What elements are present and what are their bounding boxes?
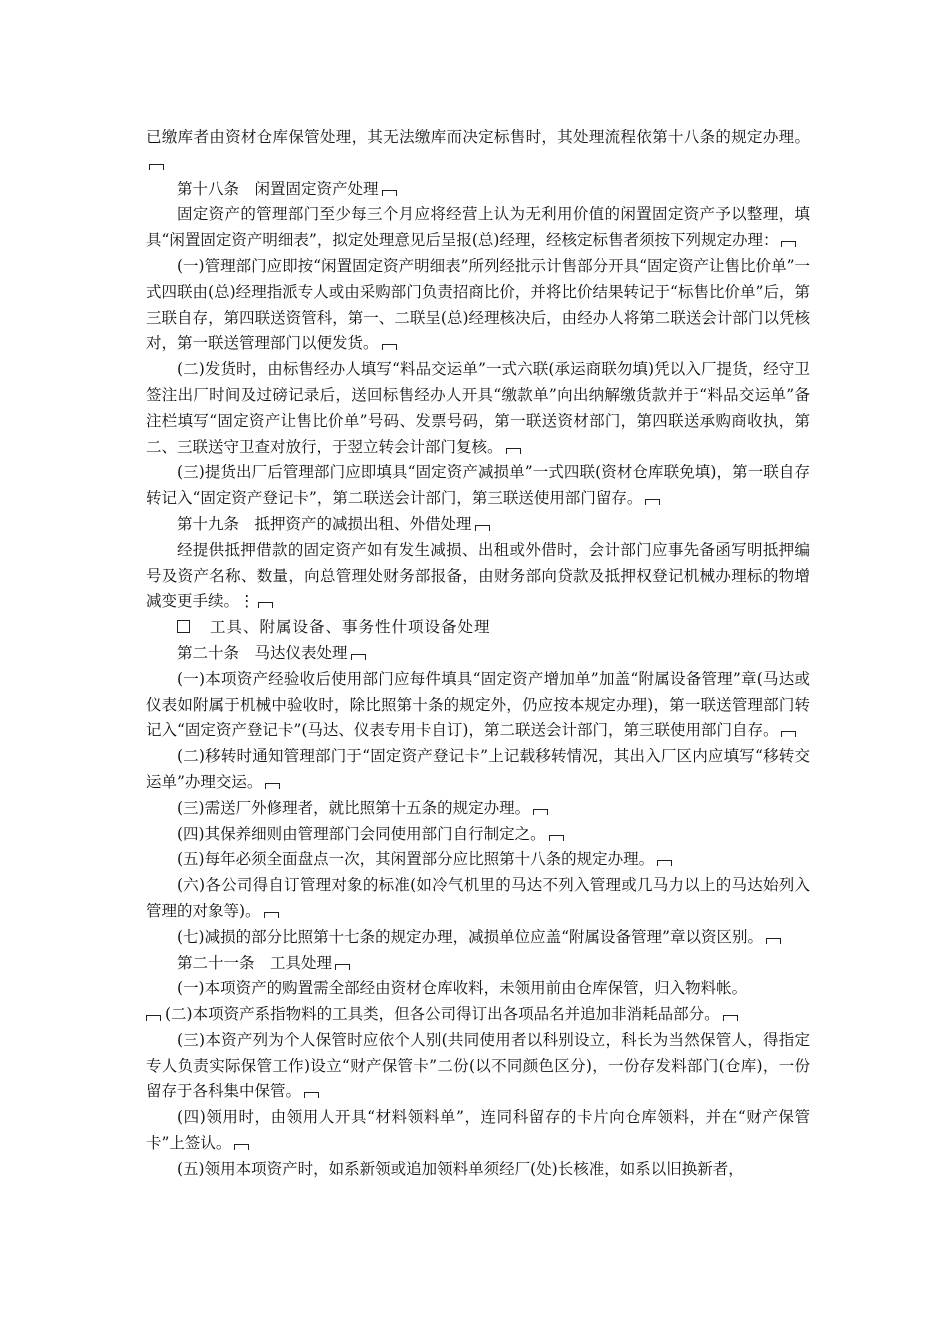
paragraph-mark-icon xyxy=(234,1144,249,1150)
paragraph-8: 经提供抵押借款的固定资产如有发生减损、出租或外借时，会计部门应事先备函写明抵押编号及资产名称、数量，向总管理处财务部报备，由财务部向贷款及抵押权登记机械办理标的物增减变更手续。⋮ xyxy=(146,540,810,611)
paragraph-mark-icon xyxy=(766,938,781,944)
paragraph-mark-icon xyxy=(265,783,280,789)
paragraph-mark-icon xyxy=(781,241,796,247)
paragraph-3: 固定资产的管理部门至少每三个月应将经营上认为无利用价值的闲置固定资产予以整理，填具“闲置固定资产明细表”，拟定处理意见后呈报(总)经理，经核定标售者须按下列规定办理： xyxy=(146,205,810,250)
paragraph-mark-icon xyxy=(304,1092,319,1098)
paragraph-mark-icon xyxy=(382,190,397,196)
paragraph-mark-icon xyxy=(549,835,564,841)
article-20-title: 第二十条 马达仪表处理 xyxy=(146,641,810,667)
paragraph-mark-icon xyxy=(149,164,164,170)
paragraph-mark-icon xyxy=(723,1015,738,1021)
paragraph-5: (二)发货时，由标售经办人填写“料品交运单”一式六联(承运商联勿填)凭以入厂提货，经守卫签注出厂时间及过磅记录后，送回标售经办人开具“缴款单”向出纳解缴货款并于“料品交运单”备注栏填写“固定资产让售比价单”号码、发票号码，第一联送资材部门，第四联送承购商收执，第二、三联送守卫查对放行，于翌立转会计部门复核。 xyxy=(146,360,810,456)
article-19-title: 第十九条 抵押资产的减损出租、外借处理 xyxy=(146,512,810,538)
paragraph-17: (七)减损的部分比照第十七条的规定办理，减损单位应盖“附属设备管理”章以资区别。 xyxy=(146,925,810,951)
paragraph-mark-icon xyxy=(351,654,366,660)
paragraph-mark-icon xyxy=(475,525,490,531)
paragraph-22: (四)领用时，由领用人开具“材料领料单”，连同科留存的卡片向仓库领料，并在“财产保管卡”上签认。 xyxy=(146,1108,810,1153)
paragraph-mark-icon xyxy=(657,860,672,866)
paragraph-16: (六)各公司得自订管理对象的标准(如冷气机里的马达不列入管理或几马力以上的马达始列入管理的对象等)。 xyxy=(146,876,810,920)
paragraph-19: (一)本项资产的购置需全部经由资材仓库收料，未领用前由仓库保管，归入物料帐。 xyxy=(177,979,748,998)
paragraph-mark-icon xyxy=(146,1015,161,1021)
paragraph-1: 已缴库者由资材仓库保管处理，其无法缴库而决定标售时，其处理流程依第十八条的规定办理。 xyxy=(146,125,810,177)
paragraph-mark-icon xyxy=(264,912,279,918)
paragraph-20: (二)本项资产系指物料的工具类，但各公司得订出各项品名并追加非消耗品部分。 xyxy=(146,1002,810,1028)
paragraph-15: (五)每年必须全面盘点一次，其闲置部分应比照第十八条的规定办理。 xyxy=(146,847,810,873)
paragraph-mark-icon xyxy=(781,731,796,737)
document-body xyxy=(146,125,810,1183)
paragraph-mark-icon xyxy=(335,964,350,970)
paragraph-4: (一)管理部门应即按“闲置固定资产明细表”所列经批示计售部分开具“固定资产让售比价单”一式四联由(总)经理指派专人或由采购部门负责招商比价，并将比价结果转记于“标售比价单”后，第三联自存，第四联送资管科，第一、二联呈(总)经理核决后，由经办人将第二联送会计部门以凭核对，第一联送管理部门以便发货。 xyxy=(146,256,810,353)
paragraph-14: (四)其保养细则由管理部门会同使用部门自行制定之。 xyxy=(146,822,810,848)
paragraph-mark-icon xyxy=(382,344,397,350)
paragraph-mark-icon xyxy=(533,809,548,815)
paragraph-mark-icon xyxy=(645,499,660,505)
checkbox-square-icon xyxy=(177,620,190,633)
article-21-title: 第二十一条 工具处理 xyxy=(146,951,810,977)
section-heading: 工具、附属设备、事务性什项设备处理 xyxy=(146,615,810,641)
paragraph-12: (二)移转时通知管理部门于“固定资产登记卡”上记载移转情况，其出入厂区内应填写“移转交运单”办理交运。 xyxy=(146,747,810,791)
paragraph-11: (一)本项资产经验收后使用部门应每件填具“固定资产增加单”加盖“附属设备管理”章(马达或仪表如附属于机械中验收时，除比照第十条的规定外，仍应按本规定办理)，第一联送管理部门转记入“固定资产登记卡”(马达、仪表专用卡自订)，第二联送会计部门，第三联使用部门自存。 xyxy=(146,669,810,740)
article-18-title: 第十八条 闲置固定资产处理 xyxy=(146,177,810,203)
paragraph-23: (五)领用本项资产时，如系新领或追加领料单须经厂(处)长核准，如系以旧换新者， xyxy=(177,1159,744,1178)
paragraph-13: (三)需送厂外修理者，就比照第十五条的规定办理。 xyxy=(146,796,810,822)
paragraph-21: (三)本资产列为个人保管时应依个人别(共同使用者以科别设立，科长为当然保管人，得指定专人负责实际保管工作)设立“财产保管卡”二份(以不同颜色区分)，一份存发料部门(仓库)，一份留存于各科集中保管。 xyxy=(146,1030,810,1101)
paragraph-6: (三)提货出厂后管理部门应即填具“固定资产减损单”一式四联(资材仓库联免填)，第一联自存转记入“固定资产登记卡”，第二联送会计部门，第三联送使用部门留存。 xyxy=(146,463,810,508)
paragraph-mark-icon xyxy=(258,602,273,608)
paragraph-mark-icon xyxy=(506,448,521,454)
